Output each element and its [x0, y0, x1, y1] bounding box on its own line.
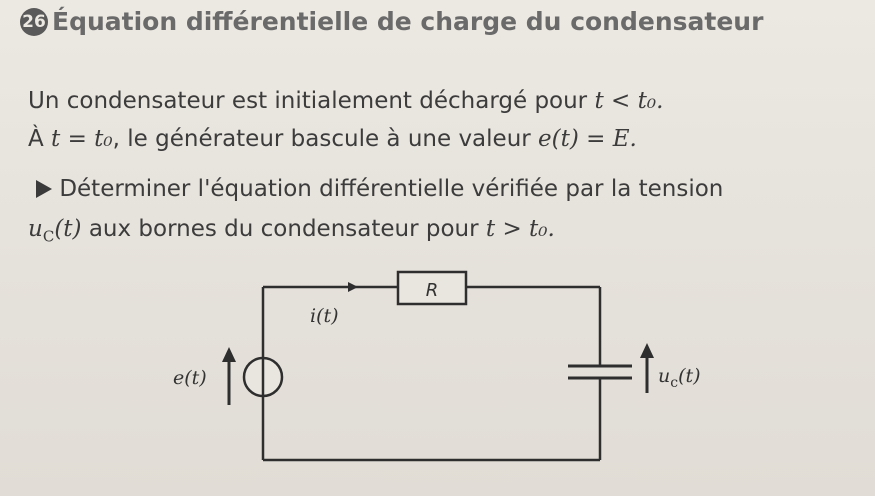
statement-line-2-prefix: À	[28, 126, 52, 152]
exercise-title-text: Équation différentielle de charge du condensateur	[52, 7, 764, 36]
task-voltage-symbol: $u_C(t)$	[28, 216, 82, 246]
statement-line-2-math-b: e(t) = E.	[538, 126, 637, 152]
current-arrow-icon	[348, 282, 358, 292]
current-label: i(t)	[310, 305, 339, 327]
task-line-2-math: t > t₀.	[485, 216, 555, 242]
source-label: e(t)	[173, 367, 207, 389]
statement-line-2-math-a: t = t₀	[51, 126, 113, 152]
statement-line-2-mid: , le générateur bascule à une valeur	[112, 126, 539, 152]
task-line-2-mid: aux bornes du condensateur pour	[81, 216, 486, 242]
capacitor-voltage-label: $u_c(t)$	[658, 365, 701, 391]
exercise-number-badge: 26	[20, 8, 48, 36]
statement-line-1-text: Un condensateur est initialement déchargé pour	[28, 88, 595, 114]
task-line-1-text: Déterminer l'équation différentielle vérifiée par la tension	[59, 176, 724, 202]
resistor-label: R	[425, 280, 439, 301]
statement-line-1-math: t < t₀.	[594, 88, 664, 114]
